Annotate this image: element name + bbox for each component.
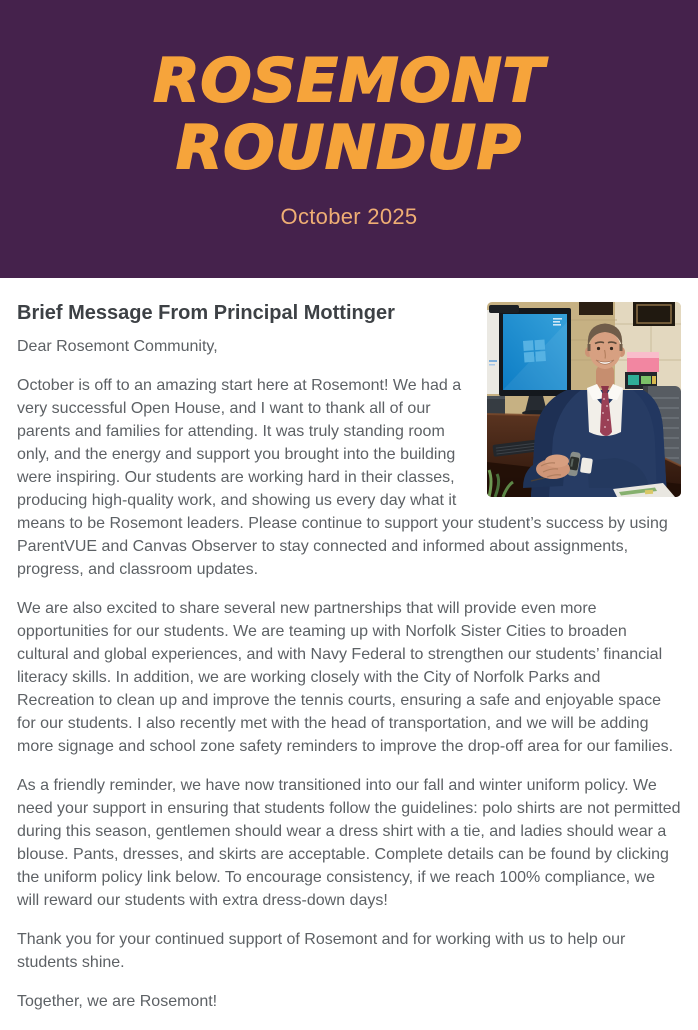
title-line-1: ROSEMONT [153, 45, 545, 116]
principal-photo-illustration [487, 302, 681, 497]
paragraph-thanks: Thank you for your continued support of Rosemont and for working with us to help our students shine. [17, 931, 626, 971]
paragraph-closing: Together, we are Rosemont! [17, 993, 218, 1010]
newsletter-masthead [0, 0, 698, 278]
paragraph-open-house: October is off to an amazing start here at Rosemont! We had a very successful Open House, and I want to thank all of our parents and families for attending. It was truly standing room only, and the energy and support you brought into the building were inspiring. Our students are working hard in their classes, producing high-quality work, and showing us every day what it means to be Rosemont leaders. Please continue to support your student’s success by using ParentVUE and Canvas Observer to stay connected and informed about assignments, progress, and classroom updates. [17, 377, 668, 578]
newsletter-title [153, 45, 545, 183]
newsletter-date: October 2025 [280, 204, 418, 230]
article-heading: Brief Message From Principal Mottinger [17, 302, 395, 324]
title-line-2: ROUNDUP [176, 113, 522, 183]
principal-photo [487, 302, 681, 497]
paragraph-partnerships: We are also excited to share several new partnerships that will provide even more opportunities for our students. We are teaming up with Norfolk Sister Cities to broaden cultural and global experiences, and with Navy Federal to strengthen our students’ financial literacy skills. In addition, we are working closely with the City of Norfolk Parks and Recreation to clean up and improve the tennis courts, ensuring a safe and enjoyable space for our students. I also recently met with the head of transportation, and we will be adding more signage and school zone safety reminders to improve the drop-off area for our families. [17, 600, 674, 755]
article [0, 278, 698, 1013]
paragraph-salutation: Dear Rosemont Community, [17, 338, 218, 355]
paragraph-uniform-policy: As a friendly reminder, we have now transitioned into our fall and winter uniform policy. We need your support in ensuring that students follow the guidelines: polo shirts are not permitted during this season, gentlemen should wear a dress shirt with a tie, and ladies should wear a blouse. Pants, dresses, and skirts are acceptable. Complete details can be found by clicking the uniform policy link below. To encourage consistency, if we reach 100% compliance, we will reward our students with extra dress-down days! [17, 777, 681, 909]
photo-pink-poster [625, 352, 659, 389]
